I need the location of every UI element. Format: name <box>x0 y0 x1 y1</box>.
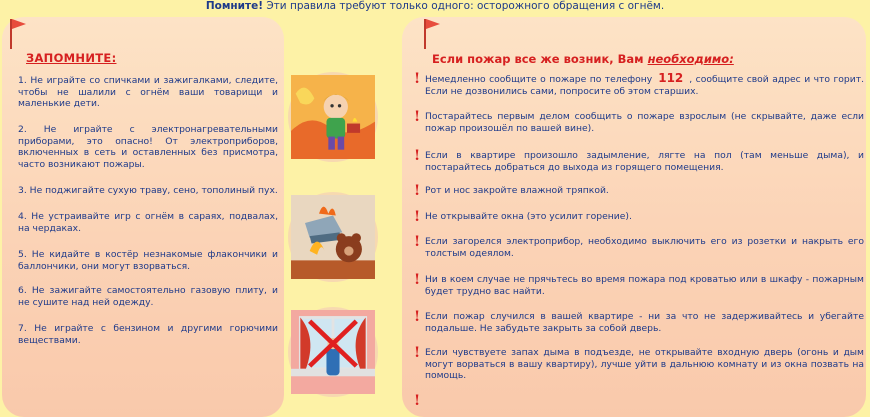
list-item <box>414 185 864 197</box>
list-item-text: Постарайтесь первым делом сообщить о пожаре взрослым (не скрывайте, даже если пожар произошёл по вашей вине). <box>425 111 864 134</box>
iron-and-teddy-fire-image <box>288 192 378 282</box>
list-item-text: Если пожар случился в вашей квартире - ни за что не задерживайтесь и убегайте подальше. Не забудьте закрыть за собой дверь. <box>425 311 864 334</box>
right-title <box>432 52 734 66</box>
exclamation-icon: ! <box>414 309 421 325</box>
list-item-text: Ни в коем случае не прячьтесь во время пожара под кроватью или в шкафу - пожарным будет трудно вас найти. <box>425 274 864 297</box>
list-item <box>414 73 864 97</box>
rule-7: 7. Не играйте с бензином и другими горючими веществами. <box>18 323 278 346</box>
list-item-text: Рот и нос закройте влажной тряпкой. <box>425 185 609 196</box>
exclamation-icon: ! <box>414 393 421 409</box>
exclamation-icon: ! <box>414 234 421 250</box>
banner-bold: Помните! <box>205 0 264 12</box>
exclamation-icon: ! <box>414 71 421 87</box>
first-item-before: Немедленно сообщите о пожаре по телефону <box>425 74 653 85</box>
exclamation-icon: ! <box>414 209 421 225</box>
right-title-plain: Если пожар все же возник, Вам <box>432 52 648 66</box>
list-item-text: Не открывайте окна (это усилит горение). <box>425 211 632 222</box>
list-item <box>414 150 864 173</box>
list-item-text: Если в квартире произошло задымление, лягте на пол (там меньше дыма), и постарайтесь добраться до выхода из горящего помещения. <box>425 150 864 173</box>
rule-2: 2. Не играйте с электронагревательными приборами, это опасно! От электроприборов, включенных в сеть и оставленных без присмотра, часто возникают пожары. <box>18 124 278 170</box>
burning-window-image <box>288 307 378 397</box>
rule-3: 3. Не поджигайте сухую траву, сено, тополиный пух. <box>18 185 278 196</box>
first-item-after: , сообщите свой адрес и что горит. Если не дозвонились сами, попросите об этом старших. <box>425 74 864 97</box>
top-banner <box>0 0 870 14</box>
right-card <box>402 17 866 417</box>
phone-number: 112 <box>658 71 684 85</box>
banner-text: Эти правила требуют только одного: осторожного обращения с огнём. <box>263 0 665 12</box>
exclamation-icon: ! <box>414 272 421 288</box>
list-item-text: Если чувствуете запах дыма в подъезде, не открывайте входную дверь (огонь и дым могут ворваться в вашу квартиру), лучше уйти в дальнюю комнату и из окна позвать на помощь. <box>425 347 864 381</box>
left-card <box>2 17 284 417</box>
exclamation-icon: ! <box>414 109 421 125</box>
rule-1: 1. Не играйте со спичками и зажигалками, следите, чтобы не шалили с огнём ваши товарищи и маленькие дети. <box>18 75 278 109</box>
right-title-emph: необходимо: <box>647 52 734 66</box>
list-item <box>414 274 864 297</box>
list-item <box>414 311 864 334</box>
list-item-text: Если загорелся электроприбор, необходимо выключить его из розетки и накрыть его толстым одеялом. <box>425 236 864 259</box>
child-with-matches-image <box>288 72 378 162</box>
list-item <box>414 211 864 223</box>
exclamation-icon: ! <box>414 183 421 199</box>
list-item <box>414 111 864 134</box>
exclamation-icon: ! <box>414 148 421 164</box>
flag-icon <box>10 19 12 49</box>
list-item <box>414 236 864 259</box>
left-title: ЗАПОМНИТЕ: <box>26 51 117 65</box>
list-item <box>414 347 864 382</box>
rule-5: 5. Не кидайте в костёр незнакомые флакончики и баллончики, они могут взорваться. <box>18 249 278 272</box>
rule-4: 4. Не устраивайте игр с огнём в сараях, подвалах, на чердаках. <box>18 211 278 234</box>
rule-6: 6. Не зажигайте самостоятельно газовую плиту, и не сушите над ней одежду. <box>18 285 278 308</box>
flag-icon <box>424 19 426 49</box>
exclamation-icon: ! <box>414 345 421 361</box>
